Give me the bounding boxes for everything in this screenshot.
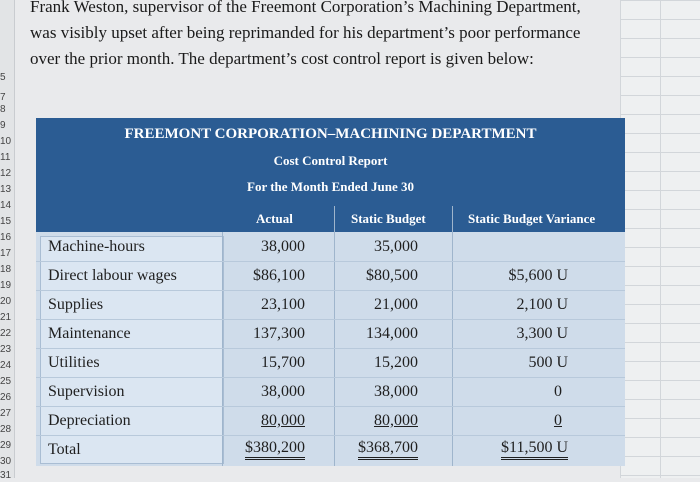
column-divider	[334, 206, 335, 466]
row-label-utilities: Utilities	[48, 354, 100, 371]
row-label-total: Total	[48, 441, 81, 458]
row-number[interactable]: 28	[0, 424, 12, 435]
budget-supplies: 21,000	[374, 296, 418, 313]
actual-total: $380,200	[245, 439, 305, 460]
actual-supervision: 38,000	[261, 383, 305, 400]
budget-supervision: 38,000	[374, 383, 418, 400]
row-number[interactable]: 12	[0, 168, 12, 179]
actual-utilities: 15,700	[261, 354, 305, 371]
variance-direct-labour-wages: $5,600 U	[508, 267, 568, 284]
row-number-gutter	[0, 0, 15, 481]
intro-line-3: over the prior month. The department’s cost control report is given below:	[30, 49, 534, 68]
variance-utilities: 500 U	[528, 354, 568, 371]
budget-total: $368,700	[358, 439, 418, 460]
row-number[interactable]: 29	[0, 440, 12, 451]
variance-maintenance: 3,300 U	[516, 325, 568, 342]
row-divider	[36, 290, 625, 291]
column-header-row	[36, 206, 625, 232]
row-divider	[36, 348, 625, 349]
budget-direct-labour-wages: $80,500	[366, 267, 418, 284]
row-number[interactable]: 24	[0, 360, 12, 371]
row-divider	[36, 435, 625, 436]
row-number[interactable]: 16	[0, 232, 12, 243]
budget-utilities: 15,200	[374, 354, 418, 371]
row-label-depreciation: Depreciation	[48, 412, 131, 429]
row-number[interactable]: 7	[0, 92, 6, 103]
column-header-static-budget-variance: Static Budget Variance	[468, 211, 596, 226]
column-header-static-budget: Static Budget	[351, 211, 426, 226]
variance-supplies: 2,100 U	[516, 296, 568, 313]
budget-machine-hours: 35,000	[374, 238, 418, 255]
row-number[interactable]: 13	[0, 184, 12, 195]
variance-total: $11,500 U	[501, 439, 568, 460]
variance-supervision: 0	[554, 383, 562, 400]
intro-line-2: was visibly upset after being reprimanded for his department’s poor performance	[30, 23, 581, 42]
row-label-supplies: Supplies	[48, 296, 104, 313]
cost-control-report-table	[36, 118, 625, 466]
column-divider	[452, 206, 453, 466]
report-header	[36, 118, 625, 206]
row-number[interactable]: 17	[0, 248, 12, 259]
row-number[interactable]: 8	[0, 104, 6, 115]
row-divider	[36, 319, 625, 320]
budget-depreciation: 80,000	[374, 412, 418, 429]
row-number[interactable]: 31	[0, 470, 12, 481]
column-header-actual: Actual	[256, 211, 293, 226]
row-number[interactable]: 27	[0, 408, 12, 419]
row-number[interactable]: 26	[0, 392, 12, 403]
row-number[interactable]: 5	[0, 72, 6, 83]
actual-machine-hours: 38,000	[261, 238, 305, 255]
row-label-supervision: Supervision	[48, 383, 125, 400]
report-title: FREEMONT CORPORATION–MACHINING DEPARTMENT	[124, 126, 537, 142]
row-divider	[36, 377, 625, 378]
row-label-direct-labour-wages: Direct labour wages	[48, 267, 177, 284]
spreadsheet-grid-background	[620, 0, 700, 478]
intro-line-1: Frank Weston, supervisor of the Freemont Corporation’s Machining Department,	[30, 0, 581, 16]
variance-depreciation: 0	[554, 412, 562, 429]
row-number[interactable]: 25	[0, 376, 12, 387]
row-divider	[36, 261, 625, 262]
row-number[interactable]: 15	[0, 216, 12, 227]
row-number[interactable]: 30	[0, 456, 12, 467]
budget-maintenance: 134,000	[366, 325, 418, 342]
report-subtitle: Cost Control Report	[273, 153, 388, 168]
row-number[interactable]: 9	[0, 120, 6, 131]
row-number[interactable]: 22	[0, 328, 12, 339]
report-period: For the Month Ended June 30	[247, 179, 414, 194]
row-number[interactable]: 21	[0, 312, 12, 323]
row-number[interactable]: 10	[0, 136, 12, 147]
problem-intro-text	[30, 0, 620, 72]
row-label-maintenance: Maintenance	[48, 325, 131, 342]
actual-supplies: 23,100	[261, 296, 305, 313]
row-number[interactable]: 19	[0, 280, 12, 291]
row-number[interactable]: 11	[0, 152, 11, 163]
row-label-machine-hours: Machine-hours	[48, 238, 145, 255]
actual-depreciation: 80,000	[261, 412, 305, 429]
row-number[interactable]: 14	[0, 200, 12, 211]
row-number[interactable]: 20	[0, 296, 12, 307]
row-divider	[36, 406, 625, 407]
actual-direct-labour-wages: $86,100	[253, 267, 305, 284]
column-divider	[222, 232, 223, 466]
row-number[interactable]: 23	[0, 344, 12, 355]
actual-maintenance: 137,300	[253, 325, 305, 342]
row-number[interactable]: 18	[0, 264, 12, 275]
